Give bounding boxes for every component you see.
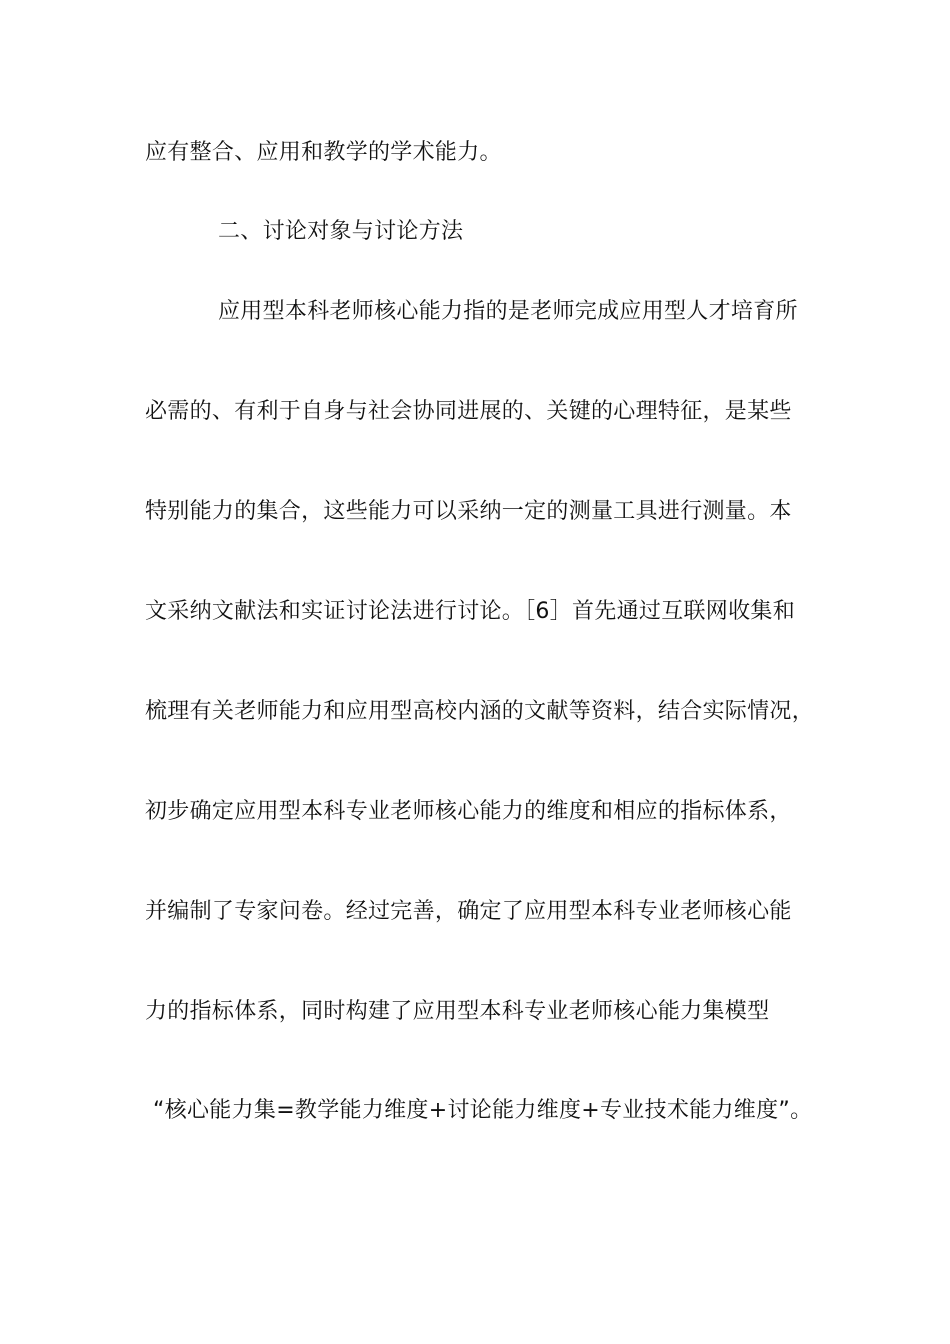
paragraph-line: 应用型本科老师核心能力指的是老师完成应用型人才培育所 (218, 299, 798, 324)
paragraph-line: 梳理有关老师能力和应用型高校内涵的文献等资料，结合实际情况， (145, 699, 815, 724)
section-heading: 二、讨论对象与讨论方法 (218, 219, 464, 244)
paragraph-line: 特别能力的集合，这些能力可以采纳一定的测量工具进行测量。本 (145, 499, 792, 524)
paragraph-line: 应有整合、应用和教学的学术能力。 (145, 140, 502, 165)
paragraph-line: 初步确定应用型本科专业老师核心能力的维度和相应的指标体系， (145, 799, 792, 824)
paragraph-line: 必需的、有利于自身与社会协同进展的、关键的心理特征，是某些 (145, 399, 792, 424)
paragraph-line: 文采纳文献法和实证讨论法进行讨论。［6］首先通过互联网收集和 (145, 599, 795, 624)
paragraph-line: “核心能力集=教学能力维度+讨论能力维度+专业技术能力维度”。 (153, 1098, 813, 1123)
paragraph-line: 并编制了专家问卷。经过完善，确定了应用型本科专业老师核心能 (145, 899, 792, 924)
paragraph-line: 力的指标体系，同时构建了应用型本科专业老师核心能力集模型 (145, 999, 770, 1024)
